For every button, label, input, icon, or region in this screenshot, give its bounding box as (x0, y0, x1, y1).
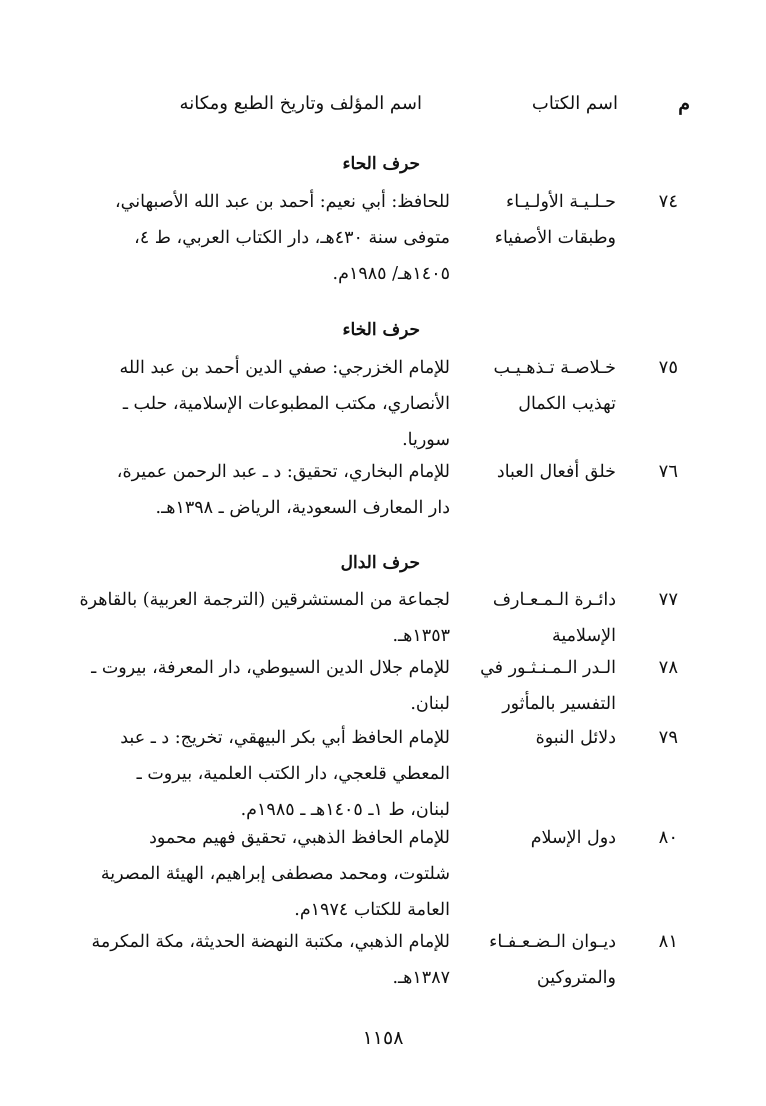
entry-book-title: حـلـيـة الأولـيـاء وطبقات الأصفياء (494, 192, 616, 248)
entry-number: ٧٧ (658, 589, 678, 610)
header-author-label: اسم المؤلف وتاريخ الطبع ومكانه (179, 93, 422, 114)
entry-book-title: خـلاصـة تـذهـيـب تهذيب الكمال (493, 358, 616, 414)
entry-book-title: دائـرة الـمـعـارف الإسلامية (492, 590, 616, 646)
entry-number: ٧٩ (658, 727, 678, 748)
entry-number: ٧٦ (658, 461, 678, 482)
entry-number: ٨١ (658, 931, 678, 952)
header-book-title-label: اسم الكتاب (531, 93, 618, 114)
entry-number: ٧٥ (658, 357, 678, 378)
entry-number: ٧٤ (658, 191, 678, 212)
section-title-haa: حرف الحاء (342, 154, 420, 174)
entry-number: ٧٨ (658, 657, 678, 678)
entry-author-details: للإمام جلال الدين السيوطي، دار المعرفة، بيروت ـ لبنان. (91, 658, 450, 714)
entry-book-title: دلائل النبوة (535, 728, 616, 748)
entry-author-details: للإمام الخزرجي: صفي الدين أحمد بن عبد الله الأنصاري، مكتب المطبوعات الإسلامية، حلب ـ سوريا. (119, 358, 450, 450)
header-number-label: م (678, 93, 690, 115)
entry-author-details: للحافظ: أبي نعيم: أحمد بن عبد الله الأصبهاني، متوفى سنة ٤٣٠هـ، دار الكتاب العربي، ط ٤، ١٤٠٥هـ/ ١٩٨٥م. (115, 192, 450, 284)
entry-author-details: للإمام البخاري، تحقيق: د ـ عبد الرحمن عميرة، دار المعارف السعودية، الرياض ـ ١٣٩٨هـ. (116, 462, 450, 518)
entry-number: ٨٠ (658, 827, 678, 848)
entry-author-details: لجماعة من المستشرقين (الترجمة العربية) بالقاهرة ١٣٥٣هـ. (79, 590, 450, 646)
entry-book-title: دول الإسلام (530, 828, 616, 848)
section-title-daal: حرف الدال (340, 553, 420, 573)
entry-book-title: خلق أفعال العباد (496, 462, 616, 482)
entry-book-title: ديـوان الـضـعـفـاء والمتروكين (489, 932, 616, 988)
entry-author-details: للإمام الحافظ الذهبي، تحقيق فهيم محمود شلتوت، ومحمد مصطفى إبراهيم، الهيئة المصرية العامة للكتاب ١٩٧٤م. (100, 828, 450, 920)
section-title-khaa: حرف الخاء (342, 320, 420, 340)
entry-book-title: الـدر الـمـنـثـور في التفسير بالمأثور (480, 658, 616, 714)
page-number: ١١٥٨ (362, 1027, 404, 1049)
entry-author-details: للإمام الذهبي، مكتبة النهضة الحديثة، مكة المكرمة ١٣٨٧هـ. (91, 932, 450, 988)
entry-author-details: للإمام الحافظ أبي بكر البيهقي، تخريج: د ـ عبد المعطي قلعجي، دار الكتب العلمية، بيروت ـ لبنان، ط ١ـ ١٤٠٥هـ ـ ١٩٨٥م. (120, 728, 450, 820)
